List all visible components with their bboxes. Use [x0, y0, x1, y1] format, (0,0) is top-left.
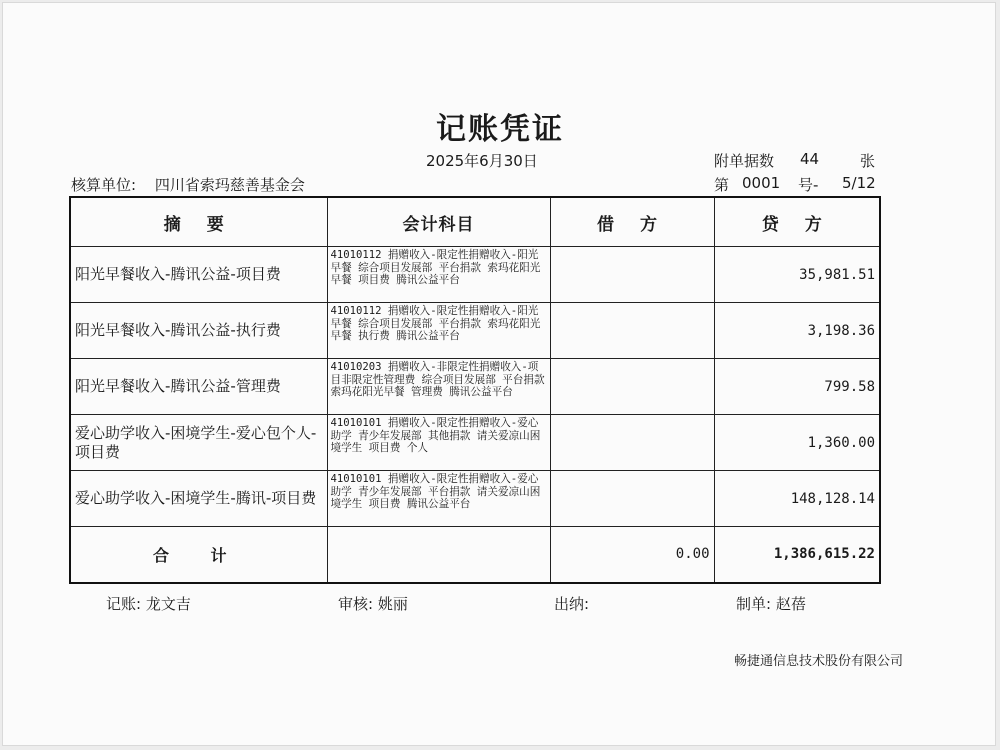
row-account: 41010203 捐赠收入-非限定性捐赠收入-项目非限定性管理费 综合项目发展部 平台捐款 索玛花阳光早餐 管理费 腾讯公益平台	[327, 359, 550, 415]
header-account: 会计科目	[327, 197, 550, 247]
row-credit: 799.58	[714, 359, 880, 415]
voucher-page: 5/12	[842, 174, 876, 192]
header-credit: 贷 方	[714, 197, 880, 247]
preparer-signature: 制单: 赵蓓	[736, 595, 806, 613]
row-account: 41010112 捐赠收入-限定性捐赠收入-阳光早餐 综合项目发展部 平台捐款 索玛花阳光早餐 执行费 腾讯公益平台	[327, 303, 550, 359]
row-summary: 阳光早餐收入-腾讯公益-执行费	[70, 303, 327, 359]
row-credit: 1,360.00	[714, 415, 880, 471]
accounting-unit	[71, 174, 305, 195]
attachment-number: 44	[800, 150, 820, 168]
row-account: 41010101 捐赠收入-限定性捐赠收入-爱心助学 青少年发展部 平台捐款 请关爱凉山困境学生 项目费 腾讯公益平台	[327, 471, 550, 527]
row-debit	[550, 471, 714, 527]
row-debit	[550, 303, 714, 359]
voucher-number-value: 0001	[742, 174, 781, 192]
row-summary: 爱心助学收入-困境学生-爱心包个人-项目费	[70, 415, 327, 471]
accounting-unit-label: 核算单位:	[71, 176, 137, 194]
row-account: 41010101 捐赠收入-限定性捐赠收入-爱心助学 青少年发展部 其他捐款 请关爱凉山困境学生 项目费 个人	[327, 415, 550, 471]
table-row	[70, 303, 880, 359]
row-credit: 3,198.36	[714, 303, 880, 359]
voucher-date: 2025年6月30日	[426, 152, 538, 170]
row-credit: 35,981.51	[714, 247, 880, 303]
total-label: 合 计	[70, 527, 327, 583]
header-debit: 借 方	[550, 197, 714, 247]
row-summary: 爱心助学收入-困境学生-腾讯-项目费	[70, 471, 327, 527]
page-title: 记账凭证	[436, 112, 564, 147]
table-row	[70, 247, 880, 303]
row-debit	[550, 415, 714, 471]
voucher-table	[69, 196, 881, 584]
table-row	[70, 415, 880, 471]
attachment-label: 附单据数	[714, 152, 775, 170]
row-credit: 148,128.14	[714, 471, 880, 527]
row-account: 41010112 捐赠收入-限定性捐赠收入-阳光早餐 综合项目发展部 平台捐款 索玛花阳光早餐 项目费 腾讯公益平台	[327, 247, 550, 303]
software-company: 畅捷通信息技术股份有限公司	[734, 654, 904, 669]
accounting-unit-value: 四川省索玛慈善基金会	[154, 176, 305, 194]
row-summary: 阳光早餐收入-腾讯公益-管理费	[70, 359, 327, 415]
total-credit: 1,386,615.22	[714, 527, 880, 583]
row-debit	[550, 247, 714, 303]
row-debit	[550, 359, 714, 415]
reviewer-signature: 审核: 姚丽	[338, 595, 408, 613]
table-row	[70, 471, 880, 527]
total-row	[70, 527, 880, 583]
total-account-empty	[327, 527, 550, 583]
attachment-unit: 张	[860, 152, 876, 170]
total-debit: 0.00	[550, 527, 714, 583]
table-header-row	[70, 197, 880, 247]
voucher-number-suffix: 号-	[798, 176, 819, 194]
cashier-signature: 出纳:	[554, 595, 590, 613]
bookkeeper-signature: 记账: 龙文吉	[106, 595, 191, 613]
header-summary: 摘 要	[70, 197, 327, 247]
voucher-number-prefix: 第	[714, 176, 730, 194]
table-row	[70, 359, 880, 415]
row-summary: 阳光早餐收入-腾讯公益-项目费	[70, 247, 327, 303]
